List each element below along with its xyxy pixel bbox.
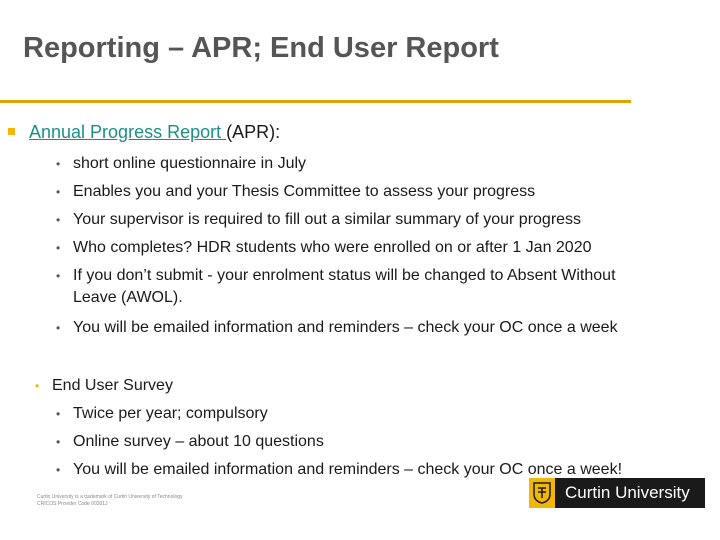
apr-bullet-text: short online questionnaire in July (73, 155, 307, 172)
bullet-icon: • (56, 407, 61, 421)
apr-bullet-5 (56, 265, 616, 309)
apr-bullet-text: Your supervisor is required to fill out a similar summary of your progress (73, 211, 582, 228)
apr-bullet-text: If you don’t submit - your enrolment status will be changed to Absent Without (73, 267, 616, 284)
eus-bullet-3 (56, 459, 623, 481)
apr-bullet-text: Who completes? HDR students who were enrolled on or after 1 Jan 2020 (73, 239, 592, 256)
bullet-icon: • (56, 269, 61, 283)
curtin-logo (529, 478, 705, 508)
apr-bullet-text: Enables you and your Thesis Committee to assess your progress (73, 183, 536, 200)
apr-bullet-4 (56, 237, 592, 259)
bullet-icon: • (35, 379, 40, 393)
eus-bullet-text: Twice per year; compulsory (73, 405, 268, 422)
eus-bullet-2 (56, 431, 324, 453)
bullet-icon: • (56, 157, 61, 171)
footer-legal (37, 494, 183, 508)
footer-line-1: Curtin University is a trademark of Curtin University of Technology (37, 494, 183, 500)
bullet-icon: • (56, 185, 61, 199)
bullet-icon: • (56, 321, 61, 335)
title-divider (0, 100, 631, 103)
bullet-icon: • (56, 435, 61, 449)
bullet-icon: • (56, 463, 61, 477)
apr-suffix: (APR): (226, 122, 281, 142)
page-title: Reporting – APR; End User Report (23, 32, 499, 64)
curtin-crest-icon (529, 478, 555, 508)
eus-heading-text: End User Survey (52, 377, 173, 394)
bullet-icon: • (56, 213, 61, 227)
eus-heading (35, 375, 173, 397)
apr-bullet-3 (56, 209, 582, 231)
apr-bullet-6 (56, 317, 618, 339)
eus-bullet-text: Online survey – about 10 questions (73, 433, 324, 450)
eus-bullet-1 (56, 403, 268, 425)
apr-bullet-text-continued: Leave (AWOL). (73, 289, 183, 306)
square-bullet-icon (8, 128, 15, 135)
apr-bullet-text: You will be emailed information and reminders – check your OC once a week (73, 319, 618, 336)
footer-line-2: CRICOS Provider Code 00301J (37, 501, 108, 507)
logo-text: Curtin University (565, 483, 690, 502)
crest-shield-icon (533, 482, 551, 504)
apr-heading (8, 122, 280, 143)
eus-bullet-text: You will be emailed information and reminders – check your OC once a week! (73, 461, 623, 478)
bullet-icon: • (56, 241, 61, 255)
apr-link[interactable]: Annual Progress Report (29, 122, 227, 142)
apr-bullet-1 (56, 153, 307, 175)
apr-bullet-2 (56, 181, 536, 203)
